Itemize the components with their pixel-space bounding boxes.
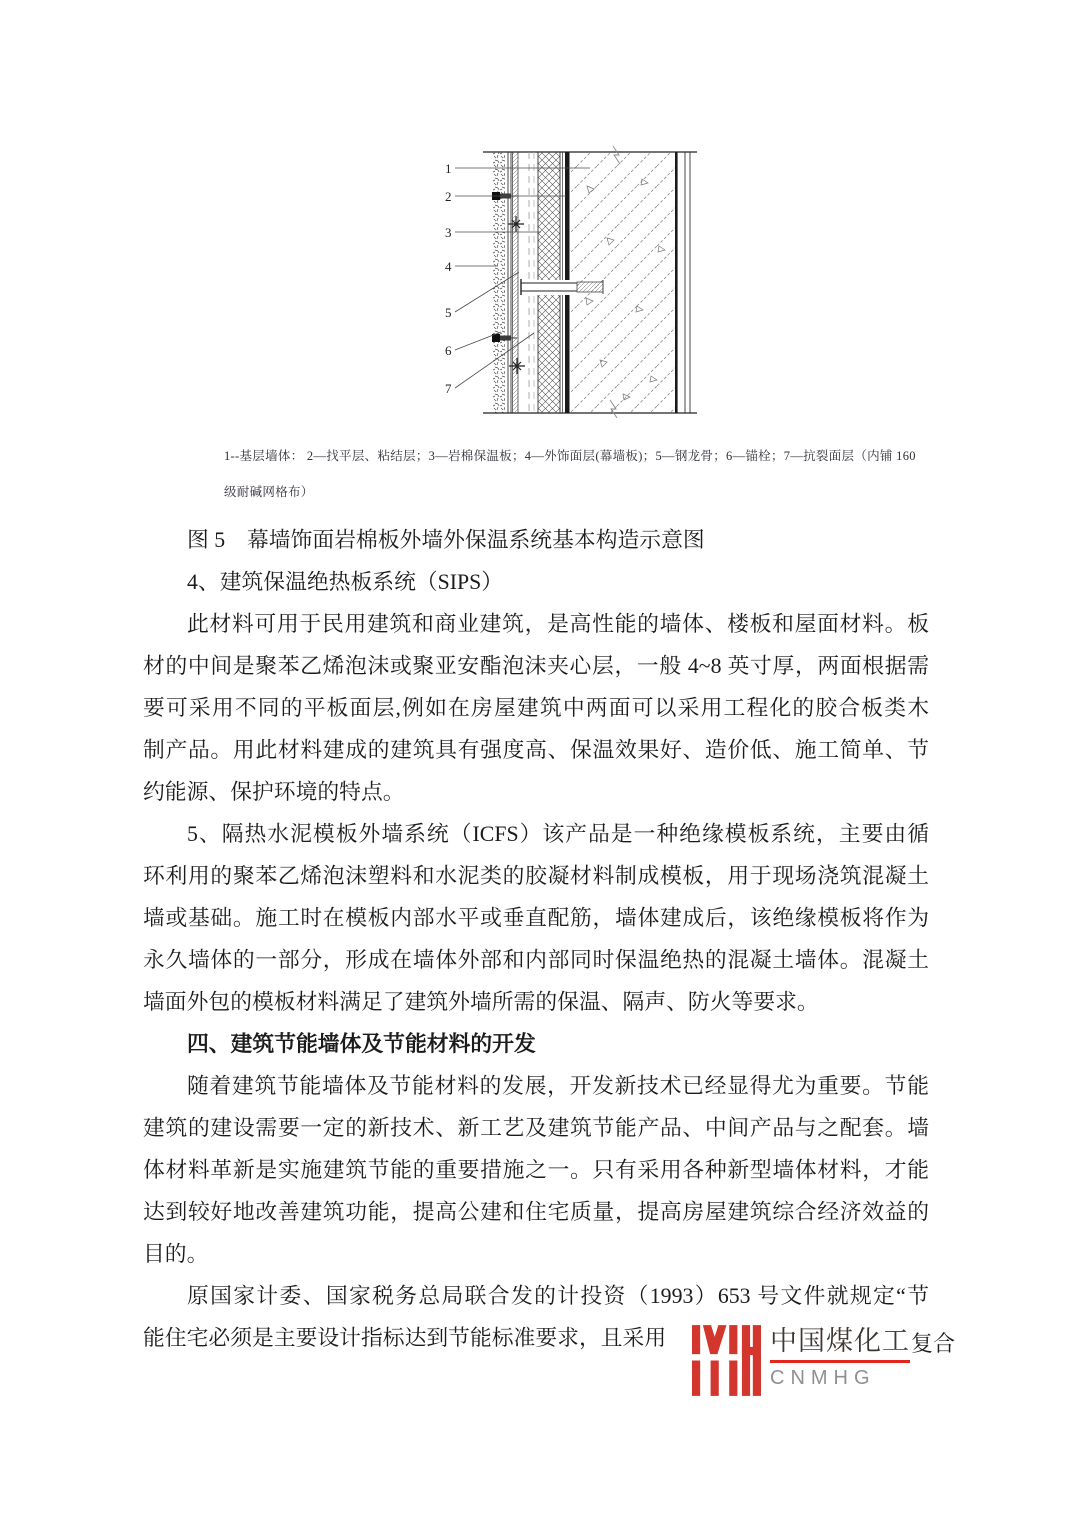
wall-section-figure — [437, 146, 707, 418]
para-sips-line: 此材料可用于民用建筑和商业建筑，是高性能的墙体、楼板和屋面材料。板 — [187, 612, 929, 636]
para-sips-line: 制产品。用此材料建成的建筑具有强度高、保温效果好、造价低、施工简单、节 — [143, 738, 929, 762]
para-dev-line: 建筑的建设需要一定的新技术、新工艺及建筑节能产品、中间产品与之配套。墙 — [143, 1116, 929, 1140]
para-dev-line: 达到较好地改善建筑功能，提高公建和住宅质量，提高房屋建筑综合经济效益的 — [143, 1200, 929, 1224]
cnmhg-watermark — [692, 1322, 955, 1399]
para-sips-line: 约能源、保护环境的特点。 — [143, 780, 405, 804]
para-icfs-line: 永久墙体的一部分，形成在墙体外部和内部同时保温绝热的混凝土墙体。混凝土 — [143, 948, 929, 972]
callout-7: 7 — [445, 381, 452, 396]
para-icfs-line: 5、隔热水泥模板外墙系统（ICFS）该产品是一种绝缘模板系统，主要由循 — [187, 822, 929, 846]
wall-section-diagram — [437, 146, 707, 418]
figure-legend-line-2: 级耐碱网格布） — [224, 485, 314, 499]
figure-legend-line-1: 1--基层墙体： 2—找平层、粘结层；3—岩棉保温板；4—外饰面层(幕墙板)；5—钢龙骨；6—锚栓；7—抗裂面层（内铺 160 — [224, 449, 916, 463]
body-text — [143, 519, 929, 1359]
para-dev-line: 体材料革新是实施建筑节能的重要措施之一。只有采用各种新型墙体材料，才能 — [143, 1158, 929, 1182]
callout-5: 5 — [445, 305, 452, 320]
para-icfs-line: 墙面外包的模板材料满足了建筑外墙所需的保温、隔声、防火等要求。 — [143, 990, 819, 1014]
callout-3: 3 — [445, 225, 452, 240]
figure-legend — [224, 438, 944, 510]
watermark-title: 中国煤化工 — [770, 1326, 910, 1363]
callout-4: 4 — [445, 259, 452, 274]
para-dev-line: 目的。 — [143, 1242, 209, 1266]
para-policy-line: 原国家计委、国家税务总局联合发的计投资（1993）653 号文件就规定“节 — [187, 1284, 929, 1308]
para-icfs-line: 环利用的聚苯乙烯泡沫塑料和水泥类的胶凝材料制成模板，用于现场浇筑混凝土 — [143, 864, 929, 888]
para-dev-line: 随着建筑节能墙体及节能材料的发展，开发新技术已经显得尤为重要。节能 — [187, 1074, 929, 1098]
para-sips-line: 材的中间是聚苯乙烯泡沫或聚亚安酯泡沫夹心层，一般 4~8 英寸厚，两面根据需 — [143, 654, 929, 678]
callout-numbers — [445, 161, 452, 396]
body-text-tail: 复合 — [911, 1331, 956, 1356]
leader-lines — [455, 168, 590, 388]
callout-6: 6 — [445, 343, 452, 358]
para-icfs-line: 墙或基础。施工时在模板内部水平或垂直配筋，墙体建成后，该绝缘模板将作为 — [143, 906, 929, 930]
para-policy-line: 能住宅必须是主要设计指标达到节能标准要求，且采用 — [143, 1326, 667, 1350]
section-four-heading: 四、建筑节能墙体及节能材料的开发 — [187, 1032, 536, 1056]
callout-2: 2 — [445, 189, 452, 204]
figure-caption: 图 5 幕墙饰面岩棉板外墙外保温系统基本构造示意图 — [187, 528, 705, 552]
para-sips-line: 要可采用不同的平板面层,例如在房屋建筑中两面可以采用工程化的胶合板类木 — [143, 696, 929, 720]
cnmhg-logo-icon — [692, 1322, 761, 1399]
section-sips-heading: 4、建筑保温绝热板系统（SIPS） — [187, 570, 504, 594]
callout-1: 1 — [445, 161, 452, 176]
watermark-subtitle: CNMHG — [770, 1367, 876, 1389]
